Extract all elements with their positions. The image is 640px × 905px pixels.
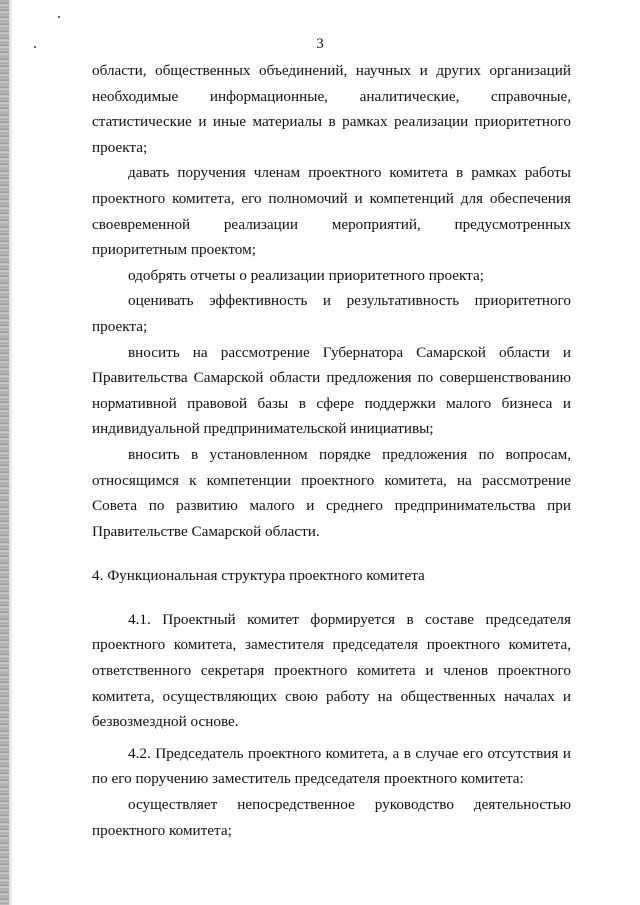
paragraph-approve-reports: одобрять отчеты о реализации приоритетного проекта; (128, 266, 484, 284)
scan-shadow-fade (9, 0, 13, 905)
paragraph-4-1: 4.1. Проектный комитет формируется в составе председателя проектного комитета, заместителя председателя проектного комитета, ответственного секретаря проектного комитета и членов проектного комитета, осуществляющих свою работу на общественных началах и безвозмездной основе. (92, 610, 571, 731)
paragraph-instructions: давать поручения членам проектного комитета в рамках работы проектного комитета, его полномочий и компетенций для обеспечения своевременной реализации мероприятий, предусмотренных приоритетным проектом; (92, 164, 571, 259)
paragraph-continuation: области, общественных объединений, научных и других организаций необходимые информационные, аналитические, справочные, статистические и иные материалы в рамках реализации приоритетного проекта; (92, 62, 571, 156)
paragraph-submit-council: вносить в установленном порядке предложения по вопросам, относящимся к компетенции проектного комитета, на рассмотрение Совета по развитию малого и среднего предпринимательства при Правительстве Самарской области. (92, 445, 571, 540)
paragraph-evaluate: оценивать эффективность и результативность приоритетного проекта; (92, 292, 571, 335)
scan-speck (58, 16, 60, 18)
section-heading: 4. Функциональная структура проектного комитета (92, 567, 425, 585)
document-body (92, 58, 571, 843)
scan-shadow-edge (0, 0, 9, 905)
paragraph-leadership: осуществляет непосредственное руководство деятельностью проектного комитета; (92, 796, 571, 839)
page-number: 3 (316, 36, 324, 52)
paragraph-4-2: 4.2. Председатель проектного комитета, а в случае его отсутствия и по его поручению заместитель председателя проектного комитета: (92, 744, 571, 788)
paragraph-submit-proposals: вносить на рассмотрение Губернатора Самарской области и Правительства Самарской области предложения по совершенствованию нормативной правовой базы в сфере поддержки малого бизнеса и индивидуальной предпринимательской инициативы; (92, 343, 571, 438)
